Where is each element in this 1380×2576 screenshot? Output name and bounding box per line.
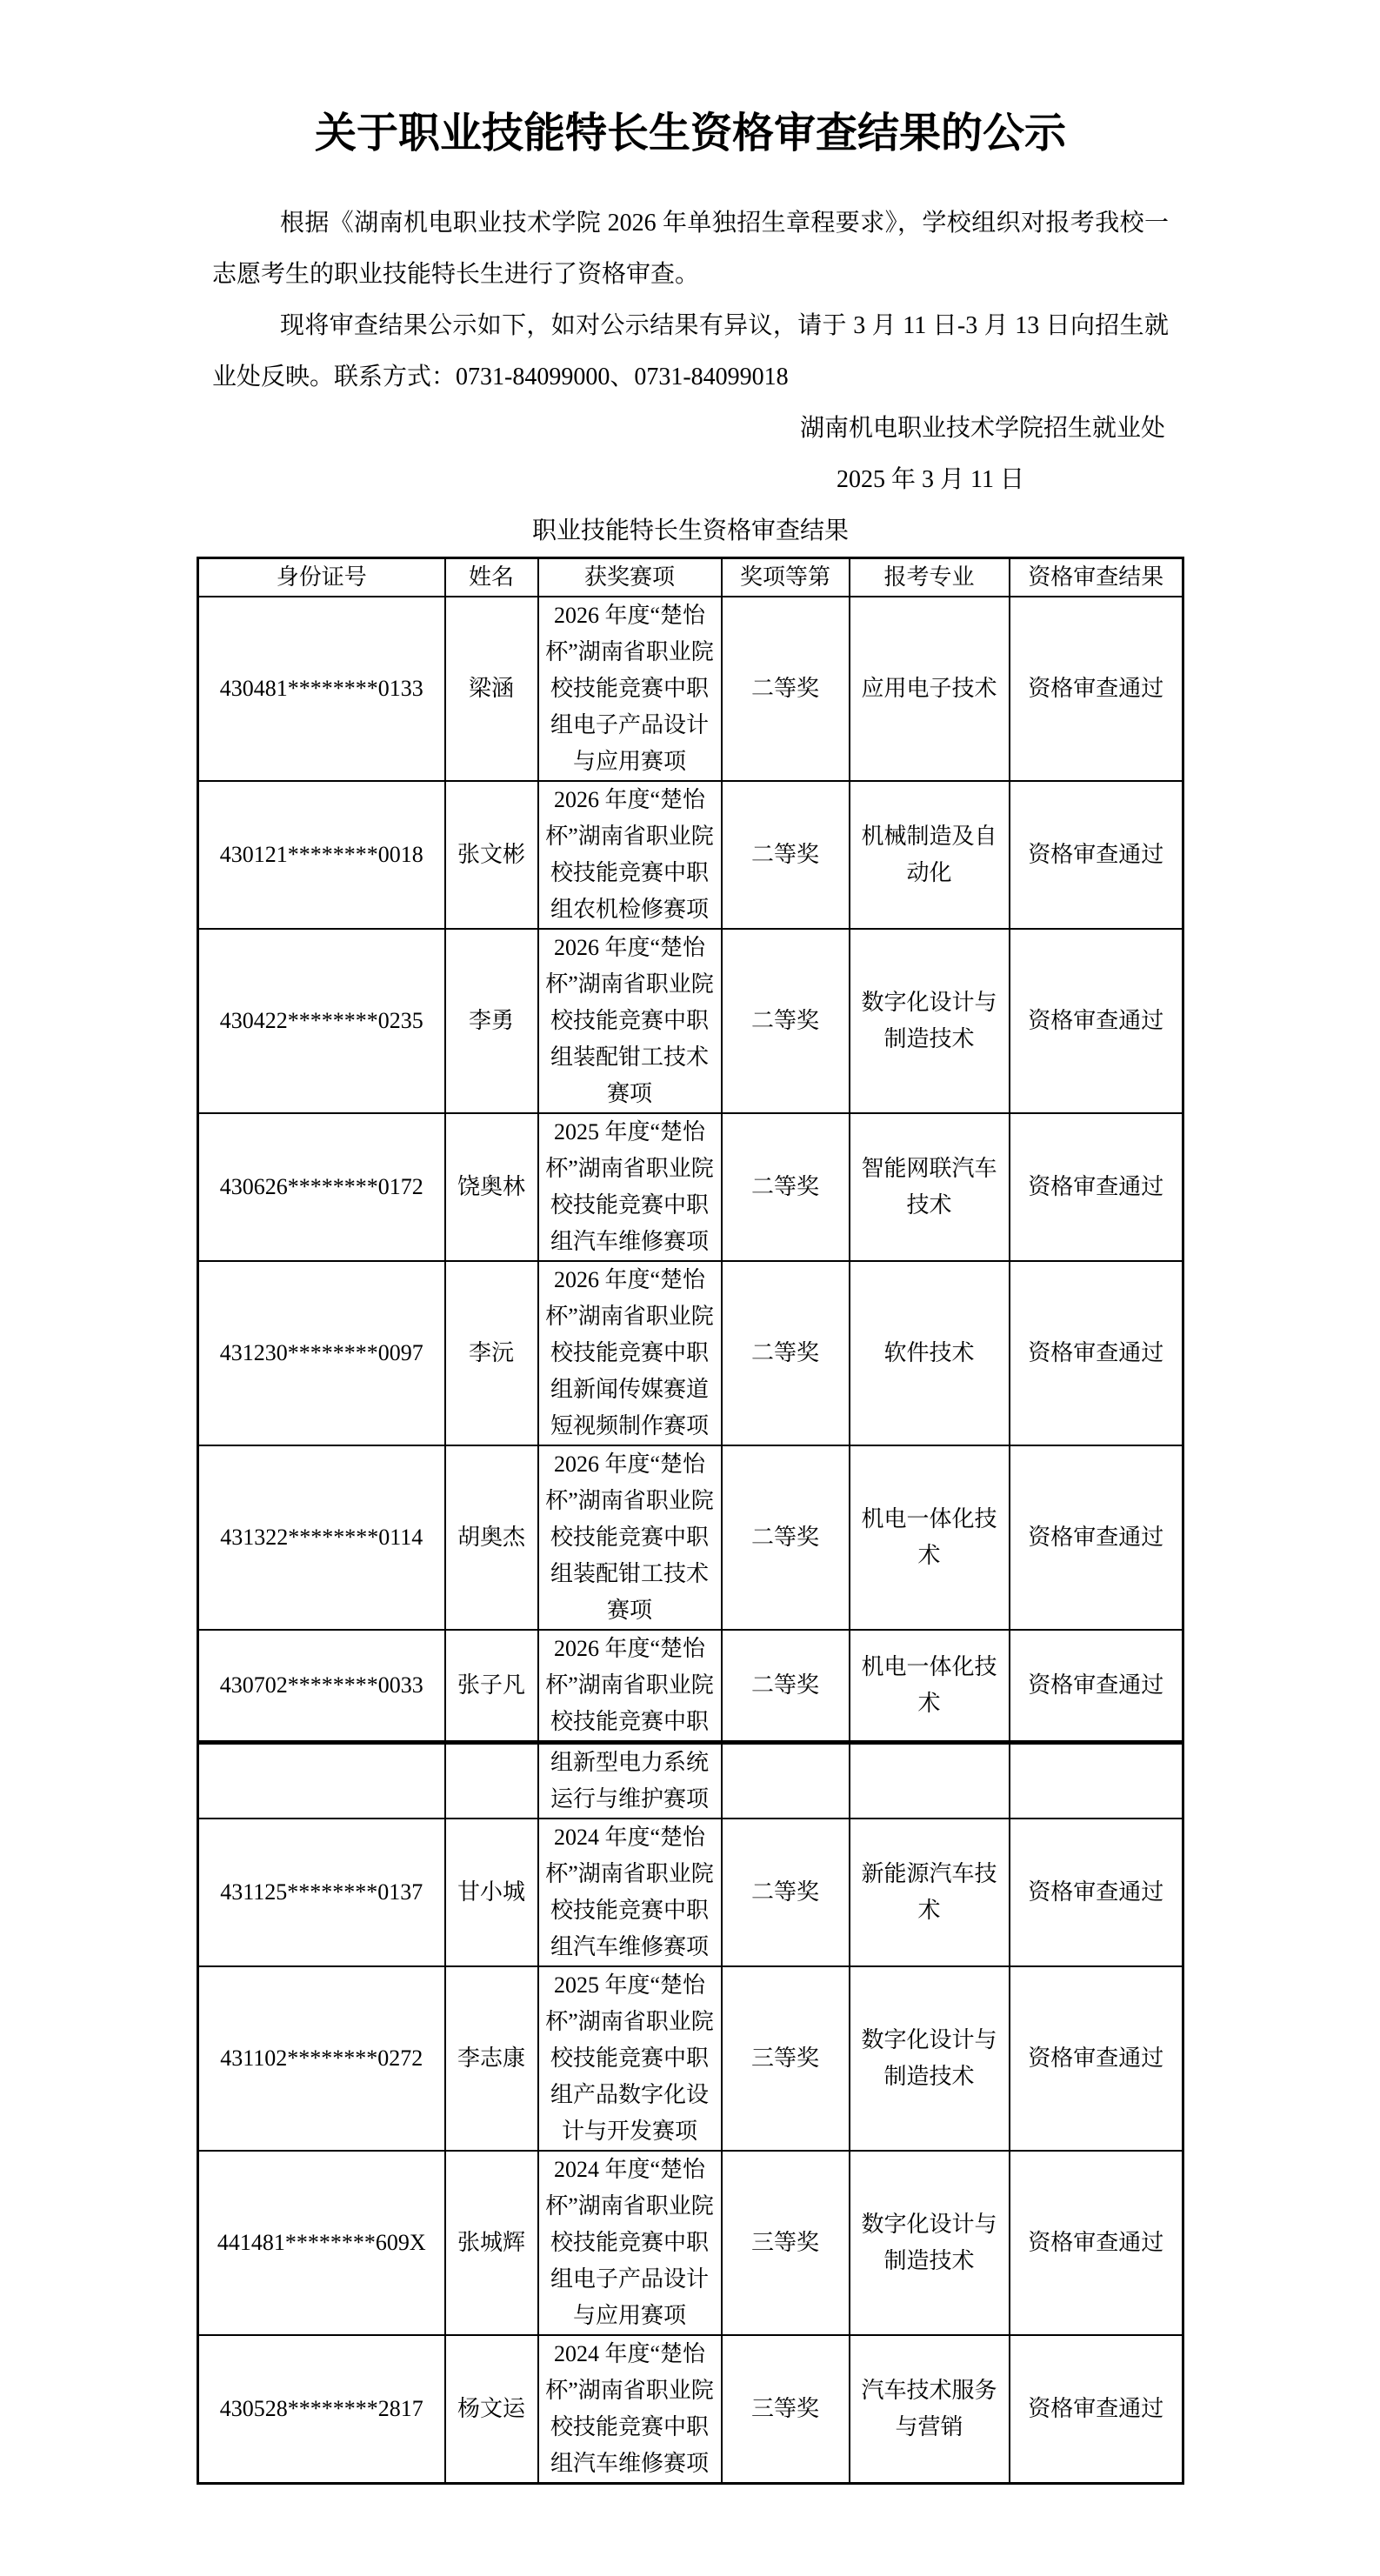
award-cell: 2026 年度“楚怡杯”湖南省职业院校技能竞赛中职组新闻传媒赛道短视频制作赛项 xyxy=(538,1261,722,1445)
table-row xyxy=(198,929,1183,1113)
intro-paragraph-1: 根据《湖南机电职业技术学院 2026 年单独招生章程要求》，学校组织对报考我校一志愿考生的职业技能特长生进行了资格审查。 xyxy=(212,209,1169,288)
prize-cell: 二等奖 xyxy=(722,1113,850,1261)
major-cell: 机电一体化技术 xyxy=(850,1445,1010,1630)
prize-cell: 二等奖 xyxy=(722,929,850,1113)
award-cell: 2026 年度“楚怡杯”湖南省职业院校技能竞赛中职组装配钳工技术赛项 xyxy=(538,1445,722,1630)
signature-line: 湖南机电职业技术学院招生就业处 xyxy=(799,414,1165,442)
header-cell-result: 资格审查结果 xyxy=(1010,557,1183,597)
name-cell: 张城辉 xyxy=(445,2151,538,2335)
results-table-body xyxy=(198,597,1183,2484)
table-row xyxy=(198,597,1183,781)
result-cell: 资格审查通过 xyxy=(1010,781,1183,929)
major-cell: 汽车技术服务与营销 xyxy=(850,2335,1010,2484)
id-cell: 431322********0114 xyxy=(198,1445,445,1630)
result-cell: 资格审查通过 xyxy=(1010,1113,1183,1261)
result-cell: 资格审查通过 xyxy=(1010,929,1183,1113)
table-row xyxy=(198,2335,1183,2484)
name-cell: 梁涵 xyxy=(445,597,538,781)
name-cell: 杨文运 xyxy=(445,2335,538,2484)
prize-cell: 三等奖 xyxy=(722,2151,850,2335)
header-cell-name: 姓名 xyxy=(445,557,538,597)
name-cell: 张文彬 xyxy=(445,781,538,929)
major-cell: 软件技术 xyxy=(850,1261,1010,1445)
text-block xyxy=(212,111,1169,557)
table-row xyxy=(198,1966,1183,2151)
prize-cell: 三等奖 xyxy=(722,1966,850,2151)
id-cell: 430422********0235 xyxy=(198,929,445,1113)
result-cell xyxy=(1010,1742,1183,1819)
award-cell: 2024 年度“楚怡杯”湖南省职业院校技能竞赛中职组电子产品设计与应用赛项 xyxy=(538,2151,722,2335)
name-cell: 甘小城 xyxy=(445,1819,538,1966)
award-cell: 组新型电力系统运行与维护赛项 xyxy=(538,1742,722,1819)
date-line: 2025 年 3 月 11 日 xyxy=(837,465,1024,493)
award-cell: 2026 年度“楚怡杯”湖南省职业院校技能竞赛中职组装配钳工技术赛项 xyxy=(538,929,722,1113)
prize-cell xyxy=(722,1742,850,1819)
table-row xyxy=(198,1742,1183,1819)
id-cell: 430481********0133 xyxy=(198,597,445,781)
id-cell: 430528********2817 xyxy=(198,2335,445,2484)
table-row xyxy=(198,1630,1183,1743)
intro-paragraph-2: 现将审查结果公示如下，如对公示结果有异议，请于 3 月 11 日-3 月 13 日向招生就业处反映。联系方式：0731-84099000、0731-84099018 xyxy=(212,311,1169,390)
result-cell: 资格审查通过 xyxy=(1010,2151,1183,2335)
id-cell: 430702********0033 xyxy=(198,1630,445,1743)
table-row xyxy=(198,1445,1183,1630)
prize-cell: 二等奖 xyxy=(722,781,850,929)
table-row xyxy=(198,1113,1183,1261)
header-cell-prize: 奖项等第 xyxy=(722,557,850,597)
name-cell: 饶奥林 xyxy=(445,1113,538,1261)
result-cell: 资格审查通过 xyxy=(1010,1445,1183,1630)
name-cell: 李志康 xyxy=(445,1966,538,2151)
major-cell xyxy=(850,1742,1010,1819)
id-cell: 441481********609X xyxy=(198,2151,445,2335)
name-cell: 李沅 xyxy=(445,1261,538,1445)
major-cell: 数字化设计与制造技术 xyxy=(850,929,1010,1113)
prize-cell: 二等奖 xyxy=(722,597,850,781)
prize-cell: 二等奖 xyxy=(722,1630,850,1743)
header-cell-award: 获奖赛项 xyxy=(538,557,722,597)
major-cell: 数字化设计与制造技术 xyxy=(850,1966,1010,2151)
result-cell: 资格审查通过 xyxy=(1010,1966,1183,2151)
major-cell: 智能网联汽车技术 xyxy=(850,1113,1010,1261)
table-row xyxy=(198,1819,1183,1966)
id-cell xyxy=(198,1742,445,1819)
id-cell: 430121********0018 xyxy=(198,781,445,929)
award-cell: 2026 年度“楚怡杯”湖南省职业院校技能竞赛中职组农机检修赛项 xyxy=(538,781,722,929)
result-cell: 资格审查通过 xyxy=(1010,1819,1183,1966)
prize-cell: 二等奖 xyxy=(722,1819,850,1966)
award-cell: 2026 年度“楚怡杯”湖南省职业院校技能竞赛中职组电子产品设计与应用赛项 xyxy=(538,597,722,781)
result-cell: 资格审查通过 xyxy=(1010,2335,1183,2484)
table-row xyxy=(198,1261,1183,1445)
results-table xyxy=(197,557,1184,2485)
award-cell: 2024 年度“楚怡杯”湖南省职业院校技能竞赛中职组汽车维修赛项 xyxy=(538,2335,722,2484)
table-caption: 职业技能特长生资格审查结果 xyxy=(531,517,849,544)
id-cell: 431230********0097 xyxy=(198,1261,445,1445)
document-title: 关于职业技能特长生资格审查结果的公示 xyxy=(314,110,1066,157)
prize-cell: 三等奖 xyxy=(722,2335,850,2484)
award-cell: 2025 年度“楚怡杯”湖南省职业院校技能竞赛中职组汽车维修赛项 xyxy=(538,1113,722,1261)
header-cell-id: 身份证号 xyxy=(198,557,445,597)
id-cell: 431102********0272 xyxy=(198,1966,445,2151)
result-cell: 资格审查通过 xyxy=(1010,597,1183,781)
name-cell: 李勇 xyxy=(445,929,538,1113)
result-cell: 资格审查通过 xyxy=(1010,1261,1183,1445)
major-cell: 应用电子技术 xyxy=(850,597,1010,781)
prize-cell: 二等奖 xyxy=(722,1261,850,1445)
name-cell: 张子凡 xyxy=(445,1630,538,1743)
award-cell: 2025 年度“楚怡杯”湖南省职业院校技能竞赛中职组产品数字化设计与开发赛项 xyxy=(538,1966,722,2151)
major-cell: 数字化设计与制造技术 xyxy=(850,2151,1010,2335)
award-cell: 2024 年度“楚怡杯”湖南省职业院校技能竞赛中职组汽车维修赛项 xyxy=(538,1819,722,1966)
result-cell: 资格审查通过 xyxy=(1010,1630,1183,1743)
name-cell xyxy=(445,1742,538,1819)
header-cell-major: 报考专业 xyxy=(850,557,1010,597)
id-cell: 430626********0172 xyxy=(198,1113,445,1261)
award-cell: 2026 年度“楚怡杯”湖南省职业院校技能竞赛中职 xyxy=(538,1630,722,1743)
id-cell: 431125********0137 xyxy=(198,1819,445,1966)
major-cell: 新能源汽车技术 xyxy=(850,1819,1010,1966)
name-cell: 胡奥杰 xyxy=(445,1445,538,1630)
major-cell: 机电一体化技术 xyxy=(850,1630,1010,1743)
prize-cell: 二等奖 xyxy=(722,1445,850,1630)
major-cell: 机械制造及自动化 xyxy=(850,781,1010,929)
table-row xyxy=(198,781,1183,929)
table-row xyxy=(198,2151,1183,2335)
header-row xyxy=(198,557,1183,597)
